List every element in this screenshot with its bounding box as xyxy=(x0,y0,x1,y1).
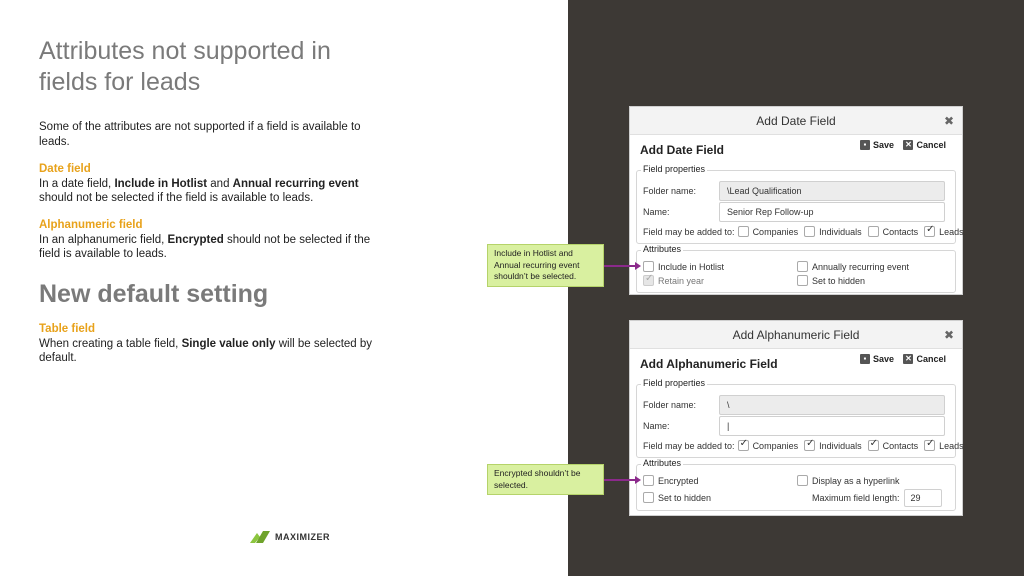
encrypted-label: Encrypted xyxy=(658,475,699,486)
field-properties-group xyxy=(636,378,964,458)
save-icon: ▪ xyxy=(860,140,870,150)
include-in-hotlist-label: Include in Hotlist xyxy=(658,261,725,272)
name-label: Name: xyxy=(643,207,670,217)
date-field-heading: Date field xyxy=(39,163,91,175)
alpha-text-2: should not be selected if the field is available to leads. xyxy=(39,233,371,260)
added-to-label: Field may be added to: xyxy=(643,440,735,451)
companies-checkbox[interactable] xyxy=(738,440,799,451)
companies-label: Companies xyxy=(752,440,799,451)
set-to-hidden-checkbox[interactable] xyxy=(643,492,711,503)
contacts-checkbox[interactable] xyxy=(868,440,919,451)
dialog-heading: Add Date Field xyxy=(640,143,725,157)
name-row xyxy=(643,416,719,436)
encrypted-callout: Encrypted shouldn’t be selected. xyxy=(487,464,604,495)
add-date-field-dialog xyxy=(629,106,963,295)
cancel-label: Cancel xyxy=(916,354,946,364)
hotlist-callout: Include in Hotlist and Annual recurring event shouldn’t be selected. xyxy=(487,244,604,287)
annually-recurring-checkbox[interactable] xyxy=(797,261,909,272)
alpha-bold-1: Encrypted xyxy=(167,233,224,246)
contacts-label: Contacts xyxy=(882,226,919,237)
name-row xyxy=(643,202,719,222)
maximizer-logo xyxy=(250,529,330,545)
logo-text: MAXIMIZER xyxy=(275,532,330,542)
name-label: Name: xyxy=(643,421,670,431)
save-button[interactable] xyxy=(860,354,894,364)
retain-year-label: Retain year xyxy=(658,275,705,286)
checkbox-box xyxy=(738,440,749,451)
dialog-window-title: Add Date Field xyxy=(756,114,836,128)
date-text-1: In a date field, xyxy=(39,177,115,190)
set-to-hidden-label: Set to hidden xyxy=(812,275,866,286)
name-input[interactable]: Senior Rep Follow-up xyxy=(719,202,945,222)
dialog-heading: Add Alphanumeric Field xyxy=(640,357,778,371)
callout-arrow xyxy=(604,479,636,481)
dialog-header xyxy=(630,349,962,377)
save-button[interactable] xyxy=(860,140,894,150)
save-icon: ▪ xyxy=(860,354,870,364)
checkbox-box xyxy=(643,492,654,503)
name-input[interactable]: | xyxy=(719,416,945,436)
individuals-label: Individuals xyxy=(819,226,862,237)
attributes-legend: Attributes xyxy=(643,458,682,468)
field-properties-legend: Field properties xyxy=(643,164,706,174)
table-bold-1: Single value only xyxy=(181,337,276,350)
folder-name-input[interactable]: \Lead Qualification xyxy=(719,181,945,201)
set-to-hidden-label: Set to hidden xyxy=(658,492,712,503)
cancel-icon: ✕ xyxy=(905,354,912,363)
add-alphanumeric-field-dialog xyxy=(629,320,963,516)
set-to-hidden-checkbox[interactable] xyxy=(797,275,865,286)
alphanumeric-field-section xyxy=(39,218,384,262)
folder-row xyxy=(643,395,719,415)
max-field-length-row xyxy=(812,489,942,507)
checkbox-box xyxy=(643,475,654,486)
date-text-3: should not be selected if the field is available to leads. xyxy=(39,192,314,204)
folder-name-input[interactable]: \ xyxy=(719,395,945,415)
checkbox-box xyxy=(643,275,654,286)
callout-arrow xyxy=(604,265,636,267)
folder-label: Folder name: xyxy=(643,186,697,196)
contacts-checkbox[interactable] xyxy=(868,226,919,237)
save-label: Save xyxy=(872,354,894,364)
dialog-header xyxy=(630,135,962,163)
retain-year-checkbox[interactable] xyxy=(643,275,704,286)
added-to-label: Field may be added to: xyxy=(643,226,735,237)
folder-label: Folder name: xyxy=(643,400,697,410)
added-to-row xyxy=(643,440,970,451)
leads-checkbox[interactable] xyxy=(924,226,964,237)
slide-subtitle: New default setting xyxy=(39,280,269,308)
dialog-titlebar xyxy=(630,321,962,349)
companies-checkbox[interactable] xyxy=(738,226,799,237)
close-icon[interactable]: ✖ xyxy=(943,328,954,342)
dialog-titlebar xyxy=(630,107,962,135)
leads-label: Leads xyxy=(939,440,964,451)
close-icon[interactable]: ✖ xyxy=(943,114,954,128)
added-to-row xyxy=(643,226,970,237)
date-text-2: and xyxy=(207,177,233,190)
individuals-label: Individuals xyxy=(819,440,862,451)
individuals-checkbox[interactable] xyxy=(804,226,862,237)
checkbox-box xyxy=(797,475,808,486)
checkbox-box xyxy=(797,261,808,272)
encrypted-checkbox[interactable] xyxy=(643,475,699,486)
date-bold-2: Annual recurring event xyxy=(232,177,359,190)
checkbox-box xyxy=(924,226,935,237)
table-field-section xyxy=(39,322,384,366)
table-text-2: will be selected by default. xyxy=(39,337,373,364)
attributes-legend: Attributes xyxy=(643,244,682,254)
slide-title: Attributes not supported in fields for leads xyxy=(39,37,331,96)
checkbox-box xyxy=(804,440,815,451)
leads-label: Leads xyxy=(939,226,964,237)
checkbox-box xyxy=(924,440,935,451)
intro-text: Some of the attributes are not supported if a field is available to leads. xyxy=(39,121,361,148)
cancel-label: Cancel xyxy=(916,140,946,150)
checkbox-box xyxy=(868,440,879,451)
cancel-icon: ✕ xyxy=(905,140,912,149)
annually-recurring-label: Annually recurring event xyxy=(812,261,910,272)
individuals-checkbox[interactable] xyxy=(804,440,862,451)
checkbox-box xyxy=(738,226,749,237)
include-in-hotlist-checkbox[interactable] xyxy=(643,261,724,272)
field-properties-group xyxy=(636,164,964,244)
display-as-hyperlink-label: Display as a hyperlink xyxy=(812,475,900,486)
folder-row xyxy=(643,181,719,201)
dialog-window-title: Add Alphanumeric Field xyxy=(732,328,860,342)
attributes-group xyxy=(636,458,956,511)
save-label: Save xyxy=(872,140,894,150)
date-bold-1: Include in Hotlist xyxy=(114,177,208,190)
attributes-group xyxy=(636,244,956,293)
cancel-button[interactable] xyxy=(903,140,946,150)
max-field-length-input[interactable]: 29 xyxy=(904,489,942,507)
table-field-heading: Table field xyxy=(39,323,96,335)
checkbox-box xyxy=(868,226,879,237)
alpha-field-heading: Alphanumeric field xyxy=(39,219,143,231)
max-field-length-label: Maximum field length: xyxy=(812,493,900,503)
field-properties-legend: Field properties xyxy=(643,378,706,388)
display-as-hyperlink-checkbox[interactable] xyxy=(797,475,900,486)
checkbox-box xyxy=(804,226,815,237)
table-text-1: When creating a table field, xyxy=(39,337,182,350)
contacts-label: Contacts xyxy=(882,440,919,451)
checkbox-box xyxy=(643,261,654,272)
leads-checkbox[interactable] xyxy=(924,440,964,451)
maximizer-logo-icon xyxy=(250,529,270,545)
date-field-section xyxy=(39,162,384,206)
companies-label: Companies xyxy=(752,226,799,237)
alpha-text-1: In an alphanumeric field, xyxy=(39,233,168,246)
cancel-button[interactable] xyxy=(903,354,946,364)
checkbox-box xyxy=(797,275,808,286)
